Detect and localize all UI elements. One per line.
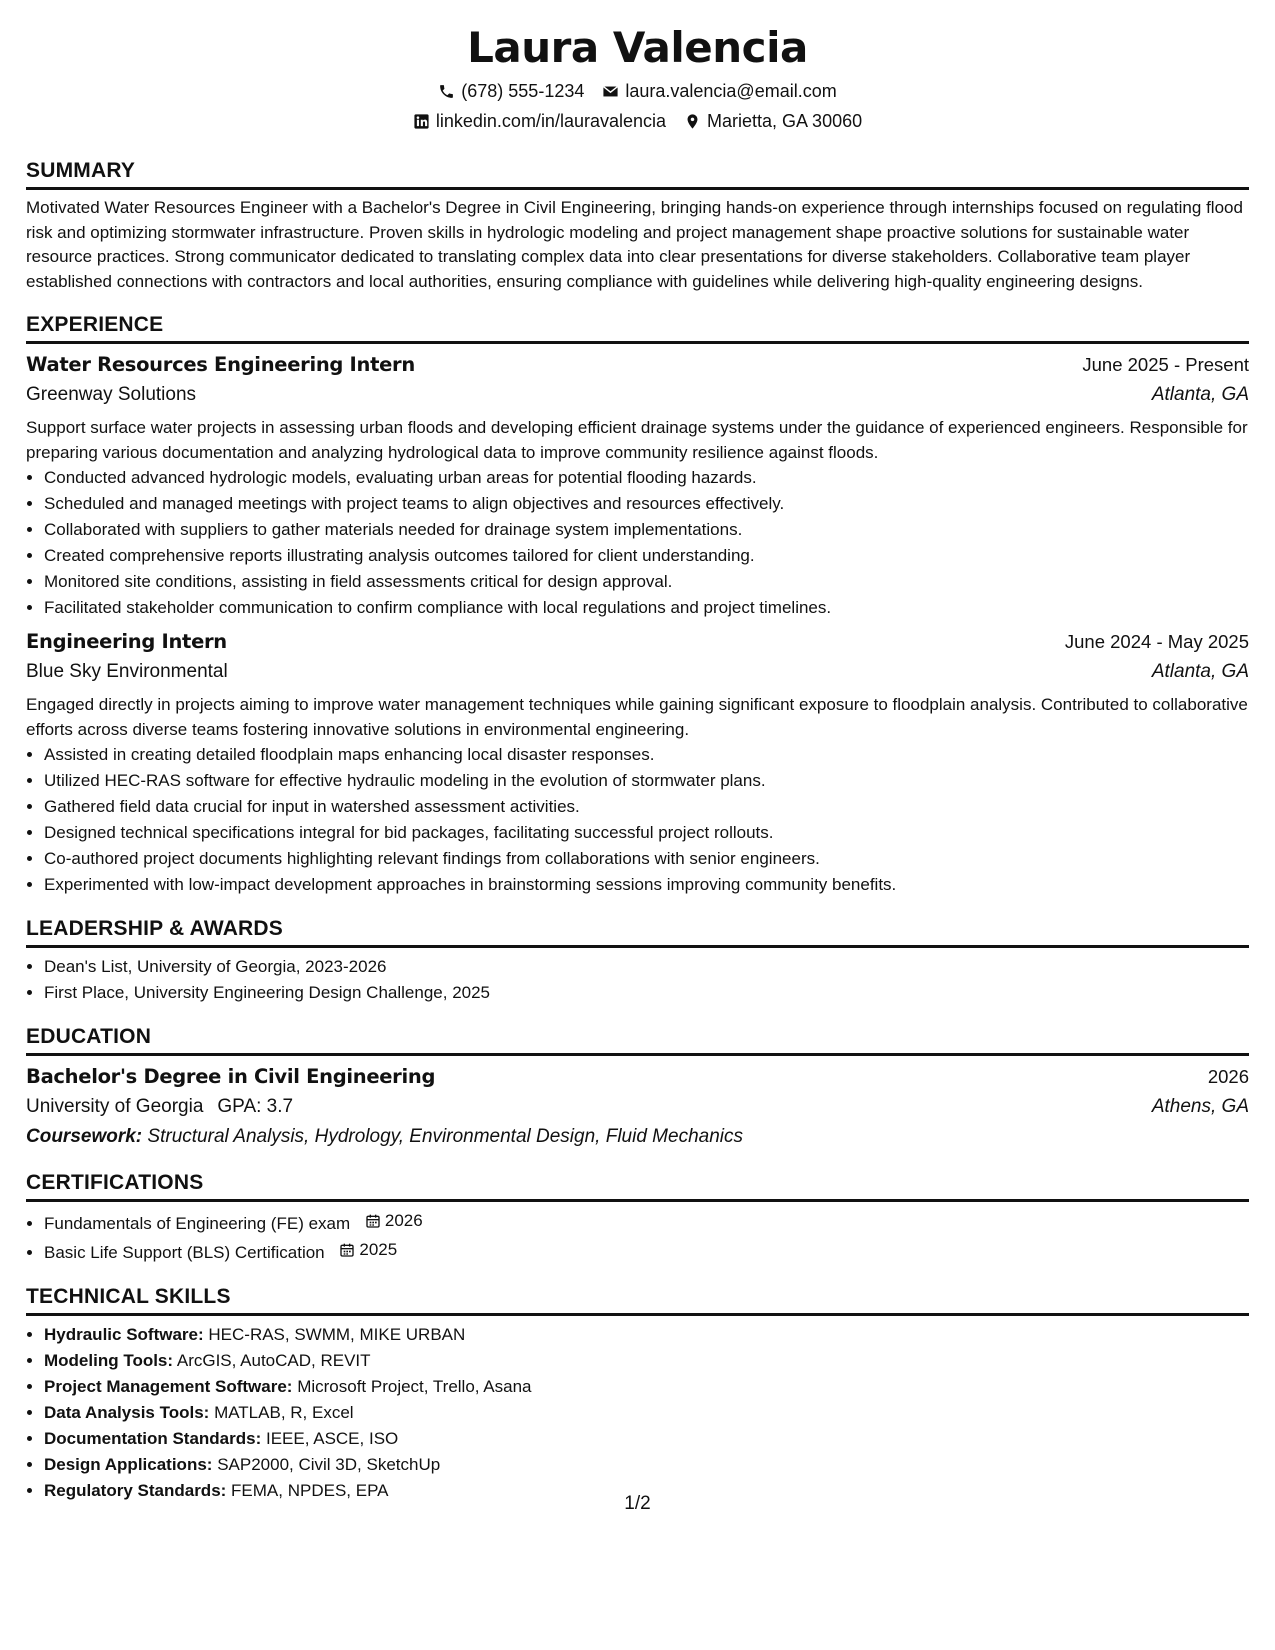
job-entry <box>26 350 1249 621</box>
skill-value: IEEE, ASCE, ISO <box>265 1429 399 1448</box>
contact-location <box>684 108 862 134</box>
section-title-experience: EXPERIENCE <box>26 312 1249 344</box>
job-location: Atlanta, GA <box>1151 661 1249 682</box>
list-item: • Scheduled and managed meetings with project teams to align objectives and resources effectively. <box>44 491 1249 517</box>
job-title: Engineering Intern <box>26 630 227 653</box>
cert-year: 2026 <box>384 1211 423 1230</box>
job-entry <box>26 627 1249 898</box>
skill-label: Hydraulic Software: <box>44 1325 204 1344</box>
resume-header <box>26 22 1249 134</box>
phone-icon <box>438 83 455 100</box>
leadership-list <box>26 954 1249 1006</box>
list-item: • Designed technical specifications integral for bid packages, facilitating successful project rollouts. <box>44 820 1249 846</box>
school-name: University of Georgia <box>26 1096 204 1117</box>
section-title-leadership: LEADERSHIP & AWARDS <box>26 916 1249 948</box>
school-info <box>26 1092 293 1122</box>
section-title-summary: SUMMARY <box>26 158 1249 190</box>
school-location: Athens, GA <box>1151 1096 1249 1117</box>
skill-label: Modeling Tools: <box>44 1351 174 1370</box>
list-item: • Gathered field data crucial for input in watershed assessment activities. <box>44 794 1249 820</box>
skill-label: Documentation Standards: <box>44 1429 262 1448</box>
certifications-list <box>26 1208 1249 1266</box>
linkedin-url[interactable]: linkedin.com/in/lauravalencia <box>435 111 667 131</box>
coursework-label: Coursework: <box>26 1126 143 1147</box>
skill-label: Regulatory Standards: <box>44 1481 227 1500</box>
job-bullets <box>26 742 1249 898</box>
cert-date <box>339 1237 397 1263</box>
list-item <box>44 1348 1249 1374</box>
list-item: • Monitored site conditions, assisting in field assessments critical for design approval. <box>44 569 1249 595</box>
list-item <box>44 1452 1249 1478</box>
contact-phone <box>438 78 584 104</box>
email-address[interactable]: laura.valencia@email.com <box>625 81 837 101</box>
candidate-name: Laura Valencia <box>467 23 808 72</box>
summary-section <box>26 158 1249 294</box>
job-title: Water Resources Engineering Intern <box>26 353 415 376</box>
certifications-section <box>26 1170 1249 1266</box>
list-item: • Conducted advanced hydrologic models, evaluating urban areas for potential flooding hazards. <box>44 465 1249 491</box>
skill-label: Project Management Software: <box>44 1377 293 1396</box>
calendar-icon <box>365 1213 381 1229</box>
contact-email[interactable] <box>602 78 836 104</box>
contact-row-1 <box>26 78 1249 104</box>
job-company: Greenway Solutions <box>26 384 197 405</box>
calendar-icon <box>339 1242 355 1258</box>
skill-value: ArcGIS, AutoCAD, REVIT <box>176 1351 371 1370</box>
skill-value: FEMA, NPDES, EPA <box>231 1481 389 1500</box>
list-item: • Created comprehensive reports illustrating analysis outcomes tailored for client understanding. <box>44 543 1249 569</box>
list-item: • Dean's List, University of Georgia, 2023-2026 <box>44 954 1249 980</box>
list-item <box>44 1426 1249 1452</box>
skill-value: Microsoft Project, Trello, Asana <box>297 1377 532 1396</box>
skills-section <box>26 1284 1249 1504</box>
coursework-list: Structural Analysis, Hydrology, Environmental Design, Fluid Mechanics <box>147 1126 743 1147</box>
skill-value: SAP2000, Civil 3D, SketchUp <box>217 1455 441 1474</box>
job-dates: June 2024 - May 2025 <box>1064 631 1249 652</box>
experience-section <box>26 312 1249 898</box>
skill-value: MATLAB, R, Excel <box>214 1403 354 1422</box>
cert-year: 2025 <box>359 1240 398 1259</box>
cert-date <box>365 1208 423 1234</box>
job-location: Atlanta, GA <box>1151 384 1249 405</box>
page-number: 1/2 <box>624 1493 651 1514</box>
phone-number: (678) 555-1234 <box>461 81 585 101</box>
skill-label: Data Analysis Tools: <box>44 1403 210 1422</box>
list-item <box>44 1208 1249 1237</box>
location-text: Marietta, GA 30060 <box>707 111 863 131</box>
section-title-skills: TECHNICAL SKILLS <box>26 1284 1249 1316</box>
degree-title: Bachelor's Degree in Civil Engineering <box>26 1065 436 1088</box>
resume-page <box>26 22 1249 1504</box>
list-item: • Assisted in creating detailed floodplain maps enhancing local disaster responses. <box>44 742 1249 768</box>
list-item: • Utilized HEC-RAS software for effective hydraulic modeling in the evolution of stormwater plans. <box>44 768 1249 794</box>
job-description: Engaged directly in projects aiming to improve water management techniques while gaining significant exposure to floodplain analysis. Contributed to collaborative efforts across diverse teams fostering innovative solutions in environmental engineering. <box>26 695 1248 739</box>
list-item <box>44 1374 1249 1400</box>
skills-list <box>26 1322 1249 1504</box>
list-item: • Facilitated stakeholder communication to confirm compliance with local regulations and project timelines. <box>44 595 1249 621</box>
list-item: • Co-authored project documents highlighting relevant findings from collaborations with senior engineers. <box>44 846 1249 872</box>
job-company: Blue Sky Environmental <box>26 661 228 682</box>
coursework <box>26 1122 1249 1152</box>
envelope-icon <box>602 83 619 100</box>
list-item <box>44 1400 1249 1426</box>
list-item: • First Place, University Engineering Design Challenge, 2025 <box>44 980 1249 1006</box>
list-item: • Experimented with low-impact development approaches in brainstorming sessions improving community benefits. <box>44 872 1249 898</box>
summary-text: Motivated Water Resources Engineer with a Bachelor's Degree in Civil Engineering, bringing hands-on experience through internships focused on regulating flood risk and optimizing stormwater infrastructure. Proven skills in hydrologic modeling and project management shape proactive solutions for sustainable water resource practices. Strong communicator dedicated to translating complex data into clear presentations for diverse stakeholders. Collaborative team player established connections with contractors and local authorities, ensuring compliance with guidelines while delivering high-quality engineering designs. <box>26 198 1243 291</box>
skill-label: Design Applications: <box>44 1455 213 1474</box>
contact-row-2 <box>26 108 1249 134</box>
graduation-year: 2026 <box>1207 1066 1249 1087</box>
cert-name: Fundamentals of Engineering (FE) exam <box>44 1214 351 1233</box>
leadership-section <box>26 916 1249 1006</box>
job-dates: June 2025 - Present <box>1082 354 1249 375</box>
gpa: GPA: 3.7 <box>217 1096 294 1117</box>
job-description: Support surface water projects in assessing urban floods and developing efficient drainage systems under the guidance of experienced engineers. Responsible for preparing various documentation and analyzing hydrological data to improve community resilience against floods. <box>26 418 1248 462</box>
section-title-education: EDUCATION <box>26 1024 1249 1056</box>
cert-name: Basic Life Support (BLS) Certification <box>44 1243 325 1262</box>
list-item <box>44 1237 1249 1266</box>
section-title-certifications: CERTIFICATIONS <box>26 1170 1249 1202</box>
linkedin-icon <box>413 113 430 130</box>
contact-linkedin[interactable] <box>413 108 666 134</box>
map-pin-icon <box>684 113 701 130</box>
education-section <box>26 1024 1249 1152</box>
job-bullets <box>26 465 1249 621</box>
list-item <box>44 1322 1249 1348</box>
list-item: • Collaborated with suppliers to gather materials needed for drainage system implementations. <box>44 517 1249 543</box>
skill-value: HEC-RAS, SWMM, MIKE URBAN <box>208 1325 466 1344</box>
